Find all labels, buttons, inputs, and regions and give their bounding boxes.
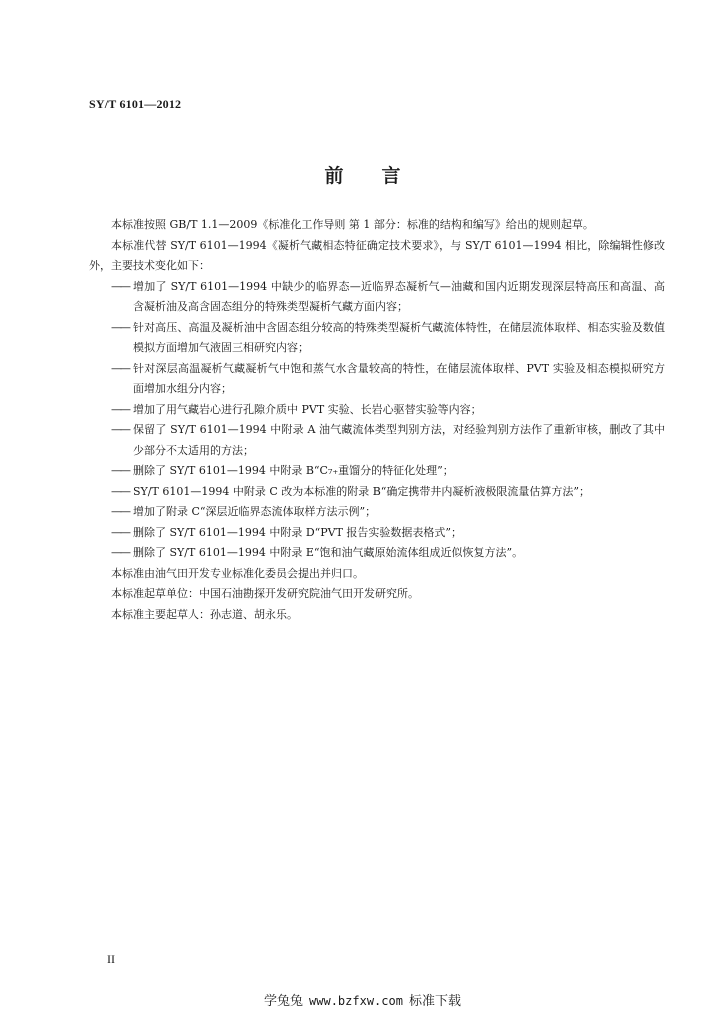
list-item-text: SY/T 6101—1994 中附录 C 改为本标准的附录 B“确定携带井内凝析液极限流量估算方法”；: [133, 484, 591, 498]
list-item: [89, 502, 665, 523]
dash-marker: ——: [111, 361, 129, 375]
list-item-text: 删除了 SY/T 6101—1994 中附录 D“PVT 报告实验数据表格式”；: [133, 525, 463, 539]
title-char-1: 前: [324, 165, 344, 187]
title-char-2: 言: [381, 165, 401, 187]
list-item: [89, 400, 665, 421]
list-item-text: 增加了用气藏岩心进行孔隙介质中 PVT 实验、长岩心驱替实验等内容；: [133, 402, 482, 416]
list-item: [89, 461, 665, 482]
standard-code: SY/T 6101—2012: [89, 97, 182, 111]
list-item-text: 针对高压、高温及凝析油中含固态组分较高的特殊类型凝析气藏流体特性，在储层流体取样、相态实验及数值模拟方面增加气液固三相研究内容；: [133, 320, 665, 354]
paragraph-replacement: 本标准代替 SY/T 6101—1994《凝析气藏相态特征确定技术要求》，与 SY/T 6101—1994 相比，除编辑性修改外，主要技术变化如下：: [89, 238, 665, 272]
footer-site-name: 学兔兔: [264, 994, 304, 1009]
list-item-text: 保留了 SY/T 6101—1994 中附录 A 油气藏流体类型判别方法，对经验判别方法作了重新审核，删改了其中少部分不太适用的方法；: [133, 423, 665, 457]
dash-marker: ——: [111, 423, 129, 436]
list-item-text: 删除了 SY/T 6101—1994 中附录 E“饱和油气藏原始流体组成近似恢复方法”。: [133, 546, 524, 559]
list-item: [89, 482, 665, 503]
paragraph-drafting-unit: 本标准起草单位：中国石油勘探开发研究院油气田开发研究所。: [111, 587, 419, 600]
dash-marker: ——: [111, 320, 129, 334]
footer-url: www.bzfxw.com: [309, 994, 403, 1008]
page-title: [0, 161, 725, 188]
list-item: [89, 523, 665, 544]
list-item: [89, 318, 665, 359]
list-item: [89, 359, 665, 400]
list-item-text: 增加了附录 C“深层近临界态流体取样方法示例”；: [133, 505, 377, 518]
dash-marker: ——: [111, 279, 129, 293]
list-item-text: 删除了 SY/T 6101—1994 中附录 B“C₇₊重馏分的特征化处理”；: [133, 464, 454, 477]
paragraph-proposer: 本标准由油气田开发专业标准化委员会提出并归口。: [111, 566, 364, 580]
list-item: [89, 543, 665, 564]
dash-marker: ——: [111, 525, 129, 539]
footer-watermark: [0, 990, 725, 1009]
list-item-text: 针对深层高温凝析气藏凝析气中饱和蒸气水含量较高的特性，在储层流体取样、PVT 实验及相态模拟研究方面增加水组分内容；: [133, 361, 665, 395]
paragraph-drafters: 本标准主要起草人：孙志道、胡永乐。: [111, 607, 298, 621]
list-item: [89, 277, 665, 318]
dash-marker: ——: [111, 402, 129, 416]
footer-download-label: 标准下载: [408, 994, 461, 1009]
document-body: [89, 215, 665, 625]
dash-marker: ——: [111, 464, 129, 477]
dash-marker: ——: [111, 484, 129, 498]
dash-marker: ——: [111, 546, 129, 559]
change-list: [89, 277, 665, 564]
list-item: [89, 420, 665, 461]
paragraph-drafting-rules: 本标准按照 GB/T 1.1—2009《标准化工作导则 第 1 部分：标准的结构和编写》给出的规则起草。: [111, 218, 594, 231]
list-item-text: 增加了 SY/T 6101—1994 中缺少的临界态—近临界态凝析气—油藏和国内近期发现深层特高压和高温、高含凝析油及高含固态组分的特殊类型凝析气藏方面内容；: [133, 279, 665, 313]
page-number: II: [107, 952, 115, 966]
dash-marker: ——: [111, 505, 129, 518]
